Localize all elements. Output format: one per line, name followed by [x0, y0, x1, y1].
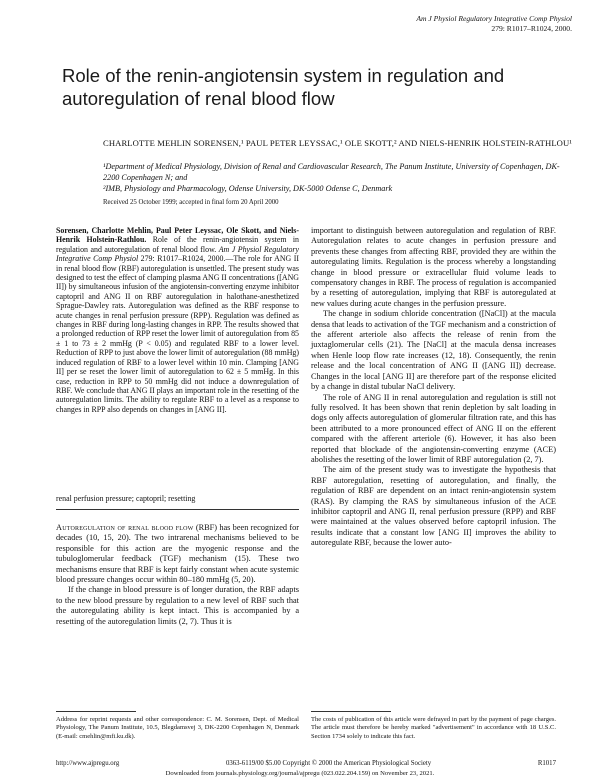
download-note: Downloaded from journals.physiology.org/journal/ajpregu (023.022.204.159) on November 23, 2021.	[165, 770, 435, 777]
intro-lead: Autoregulation of renal blood flow	[56, 523, 194, 532]
page-footer	[56, 760, 556, 767]
author-list: CHARLOTTE MEHLIN SORENSEN,¹ PAUL PETER LEYSSAC,¹ OLE SKOTT,² AND NIELS-HENRIK HOLSTEIN-RATHLOU¹	[103, 138, 572, 148]
journal-url[interactable]: http://www.ajpregu.org	[56, 760, 120, 767]
journal-name: Am J Physiol Regulatory Integrative Comp Physiol	[416, 14, 572, 23]
affiliations	[103, 161, 573, 194]
copyright: 0363-6119/00 $5.00 Copyright © 2000 the American Physiological Society	[225, 760, 432, 767]
abstract-journal: Am J Physiol Regulatory Integrative Comp Physiol	[56, 244, 299, 264]
intro-paragraph-1: Autoregulation of renal blood flow (RBF) has been recognized for decades (10, 15, 20). The two intrarenal mechanisms believed to be responsible for this action are the myogenic response and the tubuloglomerular feedback (TGF) mechanism (15). These two mechanisms ensure that RBF is kept fairly constant when acute systemic blood pressure changes occur within 80–180 mmHg (5, 20).	[56, 523, 300, 585]
affiliation-1: ¹Department of Medical Physiology, Division of Renal and Cardiovascular Research, The Panum Institute, University of Copenhagen, DK-2200 Copenhagen N; and	[103, 162, 560, 182]
article-title: Role of the renin-angiotensin system in regulation and autoregulation of renal blood flow	[62, 65, 505, 109]
abstract-cite-title: Role of the renin-angiotensin system in regulation and autoregulation of renal blood flow.	[56, 235, 299, 254]
correspondence-footnote: Address for reprint requests and other correspondence: C. M. Sorensen, Dept. of Medical Physiology, The Panum Institute, 10.5, Blegdamsvej 3, DK-2200 Copenhagen N, Denmark (E-mail: cmehlin@mfi.ku.dk).	[56, 716, 299, 740]
keywords: renal perfusion pressure; captopril; resetting	[56, 494, 196, 503]
journal-header	[416, 14, 572, 34]
footnote-divider-right	[311, 711, 391, 712]
intro-paragraph-5: The role of ANG II in renal autoregulation and regulation is still not fully resolved. It has been shown that renin depletion by salt loading in dogs only affects autoregulation of glomerular filtration rate, and this has been attributed to a more pronounced effect of ANG II on the efferent compared with the afferent arteriole (6). However, it has also been reported that blockade of the angiotensin-converting enzyme (ACE) abolishes the resetting of the lower limit of RBF autoregulation (2, 7).	[311, 392, 556, 464]
intro-right-column	[311, 226, 556, 549]
intro-paragraph-3: important to distinguish between autoregulation and regulation of RBF. Autoregulation relates to acute changes in perfusion pressure and prevents these changes from affecting RBF, provided they are within the autoregulating limits. Regulation is the process whereby a longstanding change in blood pressure or extracellular fluid volume leads to compensatory changes in RBF. The process of regulation is accompanied by a resetting of autoregulation, implying that RBF is autoregulated at new values during acute changes in the perfusion pressure.	[311, 226, 556, 308]
intro-left-column	[56, 523, 299, 627]
page-charges-footnote: The costs of publication of this article were defrayed in part by the payment of page charges. The article must therefore be hereby marked "advertisement" in accordance with 18 U.S.C. Section 1734 solely to indicate this fact.	[311, 716, 556, 740]
journal-pages: 279: R1017–R1024, 2000.	[491, 24, 572, 33]
intro-paragraph-2: If the change in blood pressure is of longer duration, the RBF adapts to the new blood pressure by regulation to a new level of RBF such that the autoregulating ability is kept intact. This is accompanied by a resetting of the autoregulation limits (2, 7). Thus it is	[56, 585, 299, 626]
intro-paragraph-4: The change in sodium chloride concentration ([NaCl]) at the macula densa that leads to activation of the TGF mechanism and a constriction of the afferent arteriole also affects the release of renin from the juxtaglomerular cells (21). The [NaCl] at the macula densa increases when Henle loop flow rate increases (12, 18). Consequently, the renin release and the local concentration of ANG II ([ANG II]) decrease. Changes in the local [ANG II] are therefore part of the response elicited by a change in distal tubular NaCl delivery.	[311, 309, 556, 392]
abstract	[56, 226, 299, 414]
received-dates: Received 25 October 1999; accepted in final form 20 April 2000	[103, 199, 279, 206]
section-divider	[56, 509, 299, 510]
page-number: R1017	[537, 760, 556, 767]
footnote-divider-left	[56, 711, 136, 712]
intro-paragraph-6: The aim of the present study was to investigate the hypothesis that RBF autoregulation, resetting of autoregulation, and finally, the regulation of RBF are dependent on an intact renin-angiotensin system (RAS). By clamping the RAS by simultaneous infusion of the ACE inhibitor captopril and ANG II, renal perfusion pressure (RPP) and RBF were maintained at the values observed before captopril infusion. The results indicate that a constant low [ANG II] improves the ability to autoregulate RBF, because the lower auto-	[311, 465, 556, 548]
affiliation-2: ²IMB, Physiology and Pharmacology, Odense University, DK-5000 Odense C, Denmark	[103, 184, 393, 193]
abstract-body: 279: R1017–R1024, 2000.—The role for ANG II in renal blood flow (RBF) autoregulation is unsettled. The present study was designed to test the effect of clamping plasma ANG II concentrations ([ANG II]) by simultaneous infusion of the angiotensin-converting enzyme inhibitor captopril and ANG II on RBF autoregulation in halothane-anesthetized Sprague-Dawley rats. Autoregulation was defined as the RBF response to acute changes in renal perfusion pressure (RPP). Regulation was defined as changes in RBF during long-lasting changes in RPP. The results showed that a prolonged reduction of RPP reset the lower limit of autoregulation from 85 ± 1 to 73 ± 2 mmHg (P < 0.05) and regulated RBF to a lower level. Reduction of RPP to just above the lower limit of autoregulation (88 mmHg) induced regulation of RBF to a lower level within 10 min. Clamping [ANG II] per se reset the lower limit of autoregulation to 62 ± 5 mmHg. In this case, reduction in RPP to 50 mmHg did not induce a downregulation of RBF. We conclude that ANG II plays an important role in the resetting of the autoregulation limits. The ability to regulate RBF to a level as a response to changes in RPP also depends on changes in [ANG II].	[56, 254, 300, 414]
abstract-authors: Sorensen, Charlotte Mehlin, Paul Peter Leyssac, Ole Skott, and Niels-Henrik Holstein-Rathlou.	[56, 226, 299, 245]
